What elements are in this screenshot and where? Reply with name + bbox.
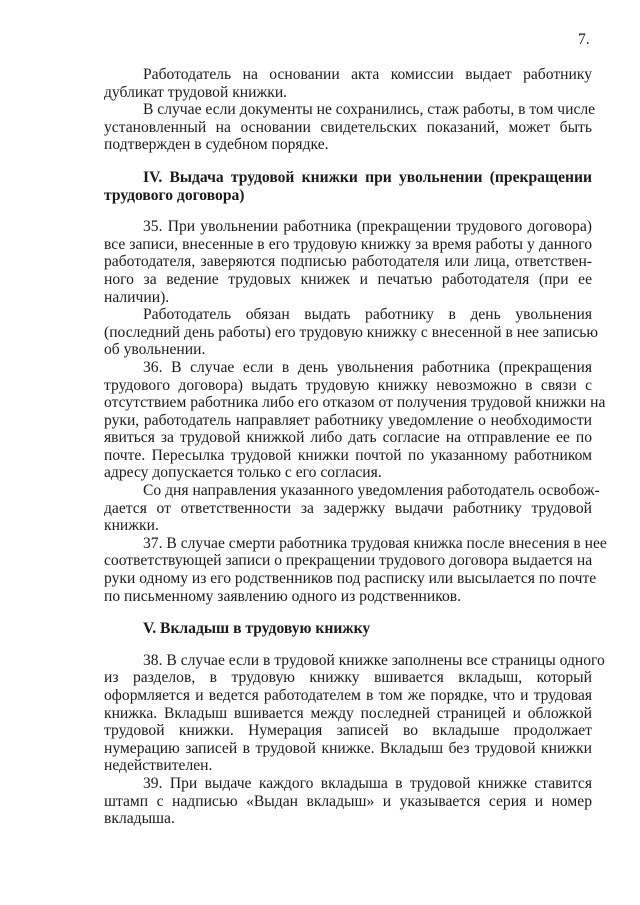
text-line: книжки.	[104, 517, 159, 535]
text-line: Работодатель обязан выдать работнику в день увольнения	[143, 306, 592, 324]
text-line: 36. В случае если в день увольнения работника (прекращения	[143, 358, 592, 376]
text-line: соответствующей записи о прекращении трудового договора выдается на	[104, 552, 593, 570]
text-line: ного за ведение трудовых книжек и печатью работодателя (при ее	[104, 270, 592, 288]
text-line: трудового договора)	[104, 186, 245, 204]
text-line: работодателя, заверяются подписью работодателя или лица, ответствен-	[104, 253, 592, 271]
text-line: явиться за трудовой книжкой либо дать согласие на отправление ее по	[104, 429, 592, 447]
text-line: подтвержден в судебном порядке.	[104, 136, 329, 154]
paragraph	[104, 651, 605, 775]
text-line: все записи, внесенные в его трудовую книжку за время работы у данного	[104, 235, 592, 253]
text-line: Работодатель на основании акта комиссии выдает работнику	[143, 66, 592, 83]
text-line: 37. В случае смерти работника трудовая книжка после внесения в нее	[143, 534, 607, 552]
text-line: из разделов, в трудовую книжку вшивается вкладыш, который	[104, 669, 592, 687]
paragraph	[104, 218, 592, 306]
paragraph	[104, 482, 600, 535]
text-line: штамп с надписью «Выдан вкладыш» и указывается серия и номер	[104, 792, 592, 810]
text-line: книжка. Вкладыш вшивается между последней страницей и обложкой	[104, 704, 592, 722]
section-heading	[104, 169, 592, 204]
text-line: наличии).	[104, 288, 170, 306]
text-line: адресу допускается только с его согласия.	[104, 464, 382, 482]
text-line: по письменному заявлению одного из родственников.	[104, 587, 462, 605]
text-line: 35. При увольнении работника (прекращении трудового договора)	[143, 218, 592, 236]
text-line: 38. В случае если в трудовой книжке заполнены все страницы одного	[143, 651, 605, 669]
text-line: IV. Выдача трудовой книжки при увольнении (прекращении	[143, 168, 592, 186]
text-line: руки одному из его родственников под расписку или высылается по почте	[104, 570, 597, 588]
section-heading	[104, 620, 592, 638]
page-number: 7.	[578, 31, 590, 48]
text-line: отсутствием работника либо его отказом от получения трудовой книжки на	[104, 394, 606, 412]
paragraph	[104, 66, 592, 101]
text-line: V. Вкладыш в трудовую книжку	[143, 620, 371, 638]
text-line: Со дня направления указанного уведомления работодатель освобож-	[143, 482, 600, 500]
document-body	[104, 66, 607, 828]
text-line: недействителен.	[104, 757, 213, 775]
text-line: установленный на основании свидетельских показаний, может быть	[104, 118, 592, 136]
text-line: 39. При выдаче каждого вкладыша в трудовой книжке ставится	[143, 774, 592, 792]
text-line: трудового договора) выдать трудовую книжку невозможно в связи с	[104, 376, 592, 394]
text-line: нумерацию записей в трудовой книжке. Вкладыш без трудовой книжки	[104, 739, 592, 757]
text-line: В случае если документы не сохранились, стаж работы, в том числе	[143, 101, 596, 119]
text-line: трудовой книжки. Нумерация записей во вкладыше продолжает	[104, 722, 592, 740]
text-line: дается от ответственности за задержку выдачи работнику трудовой	[104, 499, 592, 517]
text-line: руки, работодатель направляет работнику уведомление о необходимости	[104, 411, 592, 429]
paragraph	[104, 306, 599, 359]
text-line: вкладыша.	[104, 810, 175, 828]
paragraph	[104, 101, 596, 154]
text-line: (последний день работы) его трудовую книжку с внесенной в нее записью	[104, 323, 599, 341]
paragraph	[104, 534, 607, 605]
paragraph	[104, 358, 606, 482]
text-line: оформляется и ведется работодателем в том же порядке, что и трудовая	[104, 687, 592, 704]
paragraph	[104, 775, 592, 828]
text-line: об увольнении.	[104, 341, 206, 359]
text-line: почте. Пересылка трудовой книжки почтой по указанному работником	[104, 446, 592, 464]
text-line: дубликат трудовой книжки.	[104, 83, 288, 101]
